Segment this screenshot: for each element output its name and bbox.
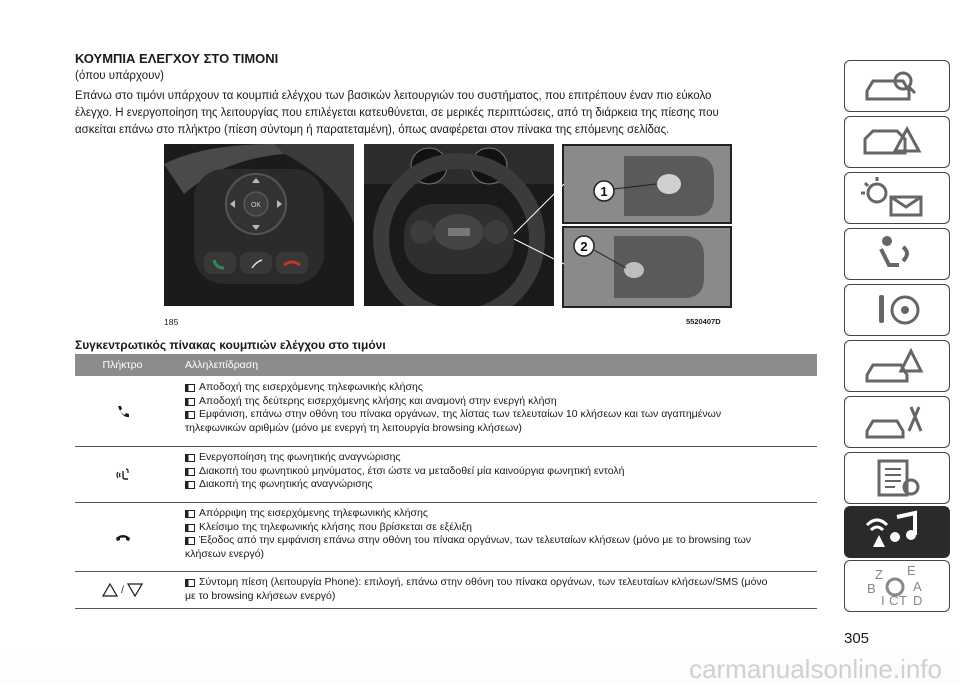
index-letter: T [899,593,907,608]
page-title: ΚΟΥΜΠΙΑ ΕΛΕΓΧΟΥ ΣΤΟ ΤΙΜΟΝΙ [75,51,279,66]
chapter-tab-dashboard[interactable] [844,60,950,112]
safety-airbag-icon [845,229,949,279]
callout-1: 1 [600,184,608,199]
table-row-line: Αποδοχή της εισερχόμενης τηλεφωνικής κλήσης [185,381,817,395]
table-row-key [75,572,170,608]
table-row [75,572,817,609]
index-letter: Z [875,567,883,582]
chapter-tab-warnings[interactable] [844,116,950,168]
index-letter: B [867,581,876,596]
table-row-line: με το browsing κλήσεων ενεργό) [185,589,336,602]
index-icon [845,561,949,611]
watermark-bar [0,654,960,683]
intro-line: έλεγχο. Η ενεργοποίηση της λειτουργίας που επιλέγεται κατευθύνεται, σε μερικές περιπτώσεις, από τη διάρκεια της πίεσης που [75,107,719,119]
table-row-line: Διακοπή της φωνητικής αναγνώρισης [185,478,817,492]
table-row-line: Αποδοχή της δεύτερης εισερχόμενης κλήσης και αναμονή στην ενεργή κλήση [185,395,817,409]
paddle-detail-1 [562,144,732,224]
chapter-tab-emergency[interactable] [844,340,950,392]
table-row-key [75,503,170,571]
page-number: 305 [844,630,870,647]
action-bullet-icon [185,468,195,476]
action-bullet-icon [185,537,195,545]
warning-lights-icon [845,117,949,167]
index-letter: D [913,593,923,608]
watermark-text: carmanualsonline.info [689,654,942,684]
table-row-line: κλήσεων ενεργό) [185,547,265,560]
up-arrow-icon [102,582,118,598]
table-row-line: Έξοδος από την εμφάνιση επάνω στην οθόνη του πίνακα οργάνων, των τελευταίων κλήσεων (μόνο με το browsing των [185,534,817,548]
action-bullet-icon [185,398,195,406]
index-letter: C [889,593,899,608]
maintenance-icon [845,397,949,447]
table-row-key [75,377,170,446]
paddle-detail-2-drawing [564,228,730,306]
lights-mail-icon [845,173,949,223]
chapter-tab-technical[interactable] [844,452,950,504]
intro-line: ασκείται επάνω στο πλήκτρο (πίεση σύντομη ή παρατεταμένη), όπως αναφέρεται στον πίνακα της επόμενης σελίδας. [75,124,670,136]
intro-line: Επάνω στο τιμόνι υπάρχουν τα κουμπιά ελέγχου των βασικών λειτουργιών του συστήματος, που επιτρέπουν έναν πιο εύκολο [75,90,712,102]
action-bullet-icon [185,510,195,518]
table-heading: Συγκεντρωτικός πίνακας κουμπιών ελέγχου στο τιμόνι [75,338,386,352]
phone-hangup-icon [115,532,131,542]
paddle-detail-2 [562,226,732,308]
voice-recognition-icon [115,468,131,482]
technical-data-icon [845,453,949,503]
chapter-tab-multimedia[interactable] [844,506,950,558]
chapter-tab-safety[interactable] [844,228,950,280]
index-letter: I [881,593,885,608]
chapter-tab-lights[interactable] [844,172,950,224]
column-header-key: Πλήκτρο [102,359,143,371]
figure-code: 5520407D [686,317,721,326]
steering-buttons-drawing [164,144,354,306]
action-bullet-icon [185,481,195,489]
steering-buttons-photo [164,144,354,306]
table-row [75,503,817,572]
chapter-tab-maintenance[interactable] [844,396,950,448]
table-header [75,354,817,376]
table-row-line: Εμφάνιση, επάνω στην οθόνη του πίνακα οργάνων, της λίστας των τελευταίων 10 κλήσεων και των αγαπημένων [185,408,817,422]
table-row-line: τηλεφωνικών αριθμών (μόνο με ενεργή τη λειτουργία browsing κλήσεων) [185,421,522,434]
ok-label: OK [250,202,262,209]
callout-leader-lines [464,144,574,306]
table-row-line: Διακοπή του φωνητικού μηνύματος, έτσι ώστε να μεταδοθεί μία καινούργια φωνητική εντολή [185,465,817,479]
index-letter: E [907,563,916,578]
table-row-line: Κλείσιμο της τηλεφωνικής κλήσης που βρίσκεται σε εξέλιξη [185,521,817,535]
table-row [75,447,817,503]
table-row-line: Ενεργοποίηση της φωνητικής αναγνώρισης [185,451,817,465]
chapter-tab-driving[interactable] [844,284,950,336]
table-row-line: Απόρριψη της εισερχόμενης τηλεφωνικής κλήσης [185,507,817,521]
key-separator: / [121,584,124,596]
multimedia-icon [845,507,949,557]
dashboard-info-icon [845,61,949,111]
callout-2: 2 [580,239,588,254]
intro-paragraph [75,88,810,139]
action-bullet-icon [185,454,195,462]
emergency-icon [845,341,949,391]
table-row-key [75,447,170,502]
action-bullet-icon [185,384,195,392]
phone-accept-icon [116,405,130,419]
action-bullet-icon [185,411,195,419]
page-subtitle: (όπου υπάρχουν) [75,70,164,82]
index-letter: A [913,579,922,594]
down-arrow-icon [127,582,143,598]
steering-wheel-figure [164,144,730,306]
table-row [75,377,817,447]
column-header-action: Αλληλεπίδραση [185,359,259,371]
chapter-tab-index[interactable] [844,560,950,612]
table-row-line: Σύντομη πίεση (λειτουργία Phone): επιλογή, επάνω στην οθόνη του πίνακα οργάνων, των τελευταίων κλήσεων/SMS (μόνο [185,576,817,590]
action-bullet-icon [185,579,195,587]
action-bullet-icon [185,524,195,532]
paddle-detail-1-drawing [564,146,730,222]
figure-number: 185 [164,317,179,327]
starting-driving-icon [845,285,949,335]
